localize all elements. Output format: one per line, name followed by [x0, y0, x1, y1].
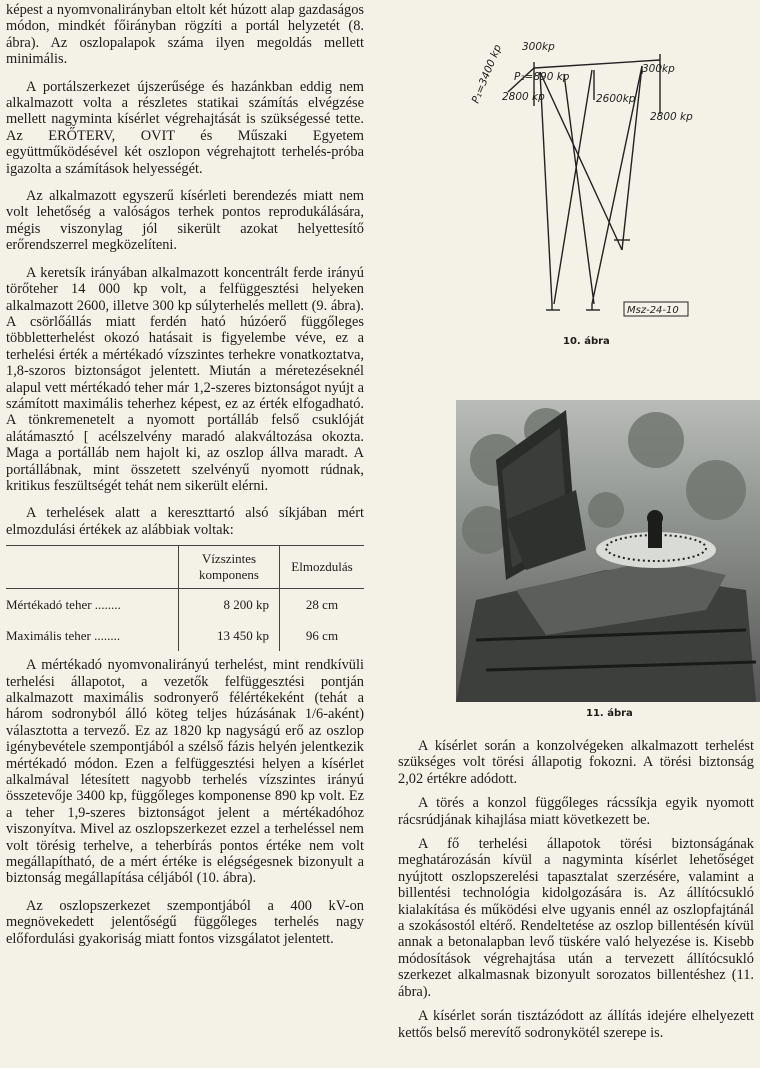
table-header-row [6, 546, 364, 589]
load-label: 300kp [522, 41, 555, 53]
paragraph: A fő terhelési állapotok törési biztonságának meghatározásán kívül a nagyminta kísérlet lehetőséget nyújtott oszlopszerelési tapasztalat szerzésére, valamint a billentési technológia kidolgozására is. Az állítócsukló kialakítása és működési elve ugyanis ennél az oszlopfajtánál a szokásostól eltérő. Rendeltetése az oszlop billentésén kívül annak a betonalapban levő tüskére való helyezése is. Kisebb módosítások végrehajtása után a tervezett állítócsukló szerkezet alkalmasnak bizonyult sorozatos billentéshez (11. ábra). [398, 836, 754, 1000]
paragraph: A kísérlet során tisztázódott az állítás idejére elhelyezett kettős belső merevítő sodronykötél szerepe is. [398, 1008, 754, 1041]
paragraph: Az alkalmazott egyszerű kísérleti berendezés miatt nem volt lehetőség a valóságos terhek pontos reprodukálására, mégis viszonylag jól sikerült azokat helyettesítő erőrendszerrel megközelíteni. [6, 188, 364, 254]
table-row [6, 589, 364, 621]
left-column [6, 0, 364, 947]
table-header-cell: Vízszintes komponens [179, 546, 280, 589]
figure-caption: 10. ábra [563, 336, 610, 347]
load-label: 2800 kp [502, 91, 545, 103]
right-column [398, 738, 754, 1041]
paragraph: A keretsík irányában alkalmazott koncentrált ferde irányú törőteher 14 000 kp volt, a felfüggesztési helyeken alkalmazott 2600, illetve 300 kp súlyterhelés mellett (9. ábra). A csörlőállás miatt ferdén ható húzóerő függőleges többletterhelést okozó hatásait is figyelembe véve, ez a terhelési érték a mértékadó vízszintes terhekre vonatkoztatva, 1,8-szoros biztonságot jelentett. Miután a méretezéseknél alapul vett mértékadó teher már 1,2-szeres biztonságot nyújt a számított maximális teherhez képest, ez az érték elfogadható. A tönkremenetelt a nyomott portálláb felső csuklóját alátámasztó [ acélszelvény maradó alakváltozása okozta. Maga a portálláb nem hajolt ki, az oszlop állva maradt. A portállábnak, mint összetett szelvényű nyomott rúdnak, kritikus feszültségét tehát nem sikerült elérni. [6, 264, 364, 494]
load-label: P₁=3400 kp [469, 42, 505, 106]
load-label: 2800 kp [650, 111, 693, 123]
paragraph: A törés a konzol függőleges rácssíkja egyik nyomott rácsrúdjának kihajlása miatt következett be. [398, 795, 754, 828]
paragraph: A mértékadó nyomvonalirányú terhelést, mint rendkívüli terhelési állapotot, a vezetők felfüggesztési pontján alkalmazott maximális sodronyerő félértékeként (tehát a három sodronyból álló köteg teljes húzásának 1/6-aként) választotta a tervező. Ez az 1820 kp nagyságú erő az oszlop igénybevétele szempontjából a szélső fázis helyén jelentkezik mértékadó módon. Ezen a felfüggesztési helyen a kísérlet alkalmával létesített nagyobb terhelés vízszintes irányú összetevője 3400 kp, függőleges komponense 890 kp volt. Ez a teher 1,9-szeres biztonságot jelent a mértékadóhoz viszonyítva. Mivel az oszlopszerkezet ezzel a terheléssel nem volt törésig terhelve, a teherbírás pontos értéke nem volt megállapítható, de a mért értéke is elégségesnek bizonyult a biztonság megállapítása céljából (10. ábra). [6, 657, 364, 887]
tower-load-diagram [464, 34, 700, 334]
load-label: 2600kp [596, 93, 636, 105]
table-cell: 8 200 kp [179, 589, 280, 621]
figure-caption: 11. ábra [586, 708, 633, 719]
table-cell: 13 450 kp [179, 620, 280, 651]
paragraph: Az oszlopszerkezet szempontjából a 400 kV-on megnövekedett jelentőségű függőleges terhelés nagy előfordulási gyakoriság miatt fontos vizsgálatot jelentett. [6, 897, 364, 947]
table-row [6, 620, 364, 651]
table-cell: 96 cm [305, 627, 339, 643]
paragraph: A portálszerkezet újszerűsége és hazánkban eddig nem alkalmazott volta a részletes statikai számítás elvégzése mellett nagyminta kísérlet végrehajtását is szükségessé tette. Az ERŐTERV, OVIT és Műszaki Egyetem együttműködésével két oszlopon végrehajtott terhelés-próba igazolta a számítások helyességét. [6, 78, 364, 177]
displacement-table [6, 545, 364, 651]
paragraph: képest a nyomvonalirányban eltolt két húzott alap gazdaságos módon, mindkét főirányban rögzíti a portál helyzetét (8. ábra). Az oszlopalapok száma ilyen megoldás mellett minimális. [6, 2, 364, 68]
test-rig-photo [456, 400, 760, 702]
table-cell: 28 cm [305, 596, 339, 612]
paragraph: A terhelések alatt a kereszttartó alsó síkjában mért elmozdulási értékek az alábbiak voltak: [6, 505, 364, 538]
table-header-cell: Elmozdulás [291, 559, 353, 575]
table-cell: Maximális teher ........ [6, 627, 121, 643]
table-cell: Mértékadó teher ........ [6, 596, 121, 612]
load-label: P₂=890 kp [514, 71, 570, 83]
table-header-cell [6, 546, 179, 589]
paragraph: A kísérlet során a konzolvégeken alkalmazott terhelést szükséges volt törési állapotig fokozni. A törési biztonság 2,02 értékre adódott. [398, 738, 754, 787]
load-label: 300kp [642, 63, 675, 75]
stamp-text: Msz-24-10 [627, 305, 679, 316]
tower-leg-line [540, 72, 552, 304]
